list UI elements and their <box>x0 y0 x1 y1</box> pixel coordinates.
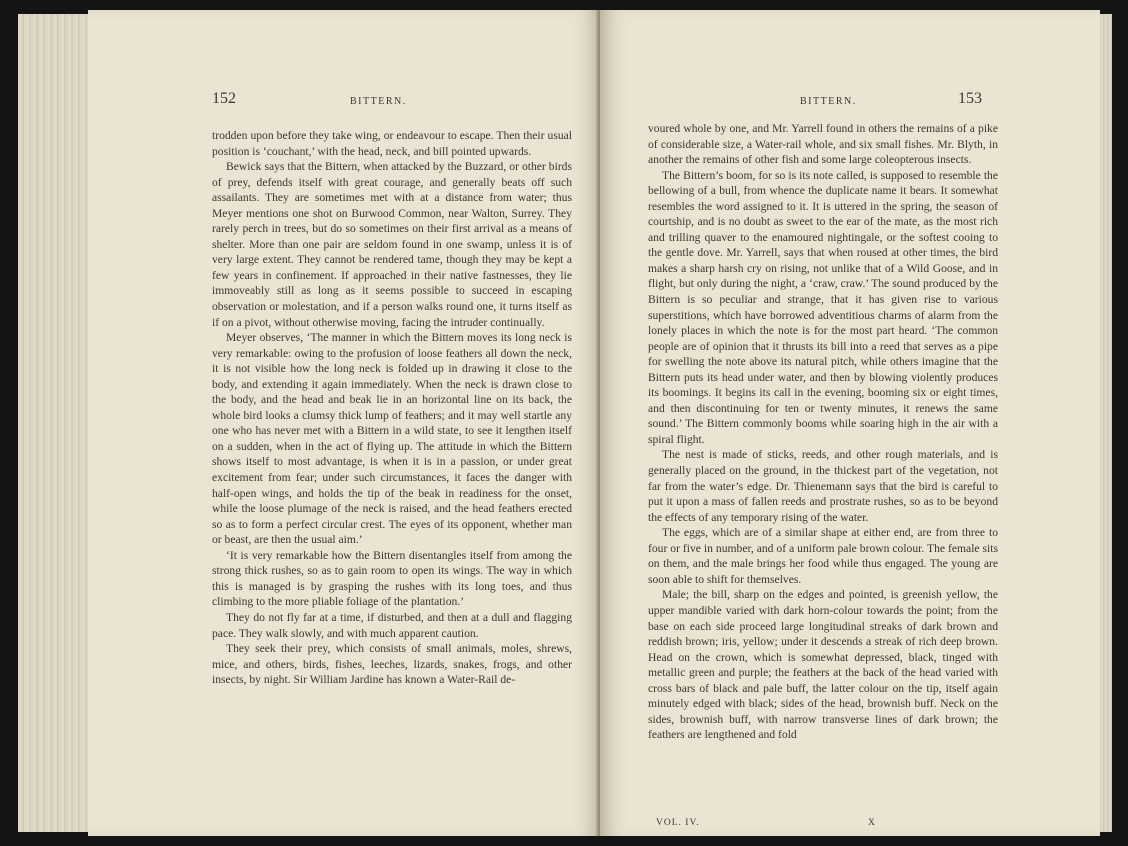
gathering-signature: X <box>868 818 876 828</box>
left-page-text <box>212 128 572 688</box>
left-paragraph: They do not fly far at a time, if disturbed, and then at a dull and flagging pace. They walk slowly, and with much apparent caution. <box>212 610 572 640</box>
page-edges-right <box>1100 14 1112 832</box>
right-paragraph: The eggs, which are of a similar shape at either end, are from three to four or five in number, and of a uniform pale brown colour. The female sits on them, and the male brings her food while thus engaged. The young are soon able to shift for themselves. <box>648 526 998 586</box>
right-running-head: BITTERN. <box>800 96 857 107</box>
page-edges-left <box>18 14 90 832</box>
right-page-number: 153 <box>958 90 982 107</box>
left-page <box>88 10 600 836</box>
left-paragraph: They seek their prey, which consists of small animals, moles, shrews, mice, and others, birds, fishes, leeches, lizards, snakes, frogs, and other insects, by night. Sir William Jardine has known a Water-Rail de- <box>212 642 572 687</box>
left-paragraph: Bewick says that the Bittern, when attacked by the Buzzard, or other birds of prey, defends itself with great courage, and generally beats off such assailants. They are sometimes met with at a distance from water; thus Meyer mentions one shot on Burwood Common, near Walton, Surrey. They rarely perch in trees, but do so sometimes on their first arrival as a means of shelter. More than one pair are seldom found in one swamp, unless it is of very large extent. They cannot be rendered tame, though they may be kept a few years in confinement. If approached in their native fastnesses, they lie immoveably still as long as it seems possible to succeed in escaping observation or molestation, and if a person walks round one, it turns itself as if on a pivot, without otherwise moving, facing the intruder continually. <box>212 160 572 329</box>
left-paragraph: Meyer observes, ‘The manner in which the Bittern moves its long neck is very remarkable: owing to the profusion of loose feathers all down the neck, it is not visible how the long neck is folded up in drawing it close to the body, and extending it again immediately. When the neck is drawn close to the body, and the head and beak lie in an horizontal line on its back, the whole bird looks a clumsy thick lump of feathers; and it may well startle any one who has never met with a Bittern in a wild state, to see it lengthen itself on a sudden, when in the act of flying up. The attitude in which the Bittern shows itself to most advantage, is when it is in a passion, or under great excitement from fear; under such circumstances, it faces the danger with half-open wings, and holds the tip of the beak in readiness for the onset, while the loose plumage of the neck is raised, and the head feathers erected so as to form a perfect circular crest. The eyes of its opponent, whether man or beast, are then the usual aim.’ <box>212 331 572 547</box>
right-paragraph: The Bittern’s boom, for so is its note called, is supposed to resemble the bellowing of a bull, from whence the duplicate name it bears. It somewhat resembles the word assigned to it. It is uttered in the spring, the season of courtship, and is no doubt as sweet to the ear of the mate, as the most rich and trilling quaver to the enamoured nightingale, or the softest cooing to the gentle dove. Mr. Yarrell, says that when roused at other times, the bird makes a sharp harsh cry on rising, not unlike that of a Wild Goose, and in flight, but only during the night, a ‘craw, craw.’ The sound produced by the Bittern is so peculiar and strange, that it has given rise to various superstitions, which have borrowed adventitious charms of alarm from the lonely places in which the note is for the most part heard. ‘The common people are of opinion that it thrusts its bill into a reed that serves as a pipe for swelling the note above its natural pitch, while others imagine that the Bittern puts its head under water, and then by blowing violently produces its boomings. It begins its call in the evening, booming six or eight times, and then discontinuing for ten or twenty minutes, it renews the same sound.’ The Bittern commonly booms while soaring high in the air with a spiral flight. <box>648 168 998 446</box>
right-page-text <box>648 121 998 743</box>
volume-signature: VOL. IV. <box>656 818 700 828</box>
left-paragraph: ‘It is very remarkable how the Bittern disentangles itself from among the strong thick rushes, so as to gain room to open its wings. The way in which this is managed is by grasping the rushes with its long toes, and thus climbing to the more pliable foliage of the plantation.’ <box>212 548 572 609</box>
left-page-number: 152 <box>212 90 236 107</box>
right-paragraph: voured whole by one, and Mr. Yarrell found in others the remains of a pike of considerable size, a Water-rail whole, and six small fishes. Mr. Blyth, in another the remains of other fish and some large coleopterous insects. <box>648 122 998 167</box>
left-running-head: BITTERN. <box>350 96 407 107</box>
right-paragraph: The nest is made of sticks, reeds, and other rough materials, and is generally placed on the ground, in the thickest part of the vegetation, not far from the water’s edge. Dr. Thienemann says that the bird is careful to put it upon a mass of fallen reeds and prostrate rushes, so as to be beyond the effects of any temporary rising of the water. <box>648 448 998 524</box>
right-paragraph: Male; the bill, sharp on the edges and pointed, is greenish yellow, the upper mandible varied with dark horn-colour towards the point; from the base on each side proceed large longitudinal streaks of dark brown and reddish brown; iris, yellow; under it descends a streak of rich deep brown. Head on the crown, which is somewhat depressed, black, tinged with metallic green and purple; the feathers at the back of the head varied with cross bars of black and pale buff, the latter colour on the tip, itself again minutely edged with black; sides of the head, brownish buff. Neck on the sides, brownish buff, with narrow transverse lines of dark brown; the feathers are lengthened and fold <box>648 588 998 742</box>
right-page <box>600 10 1100 836</box>
left-paragraph: trodden upon before they take wing, or endeavour to escape. Then their usual position is ‘couchant,’ with the head, neck, and bill pointed upwards. <box>212 129 572 158</box>
